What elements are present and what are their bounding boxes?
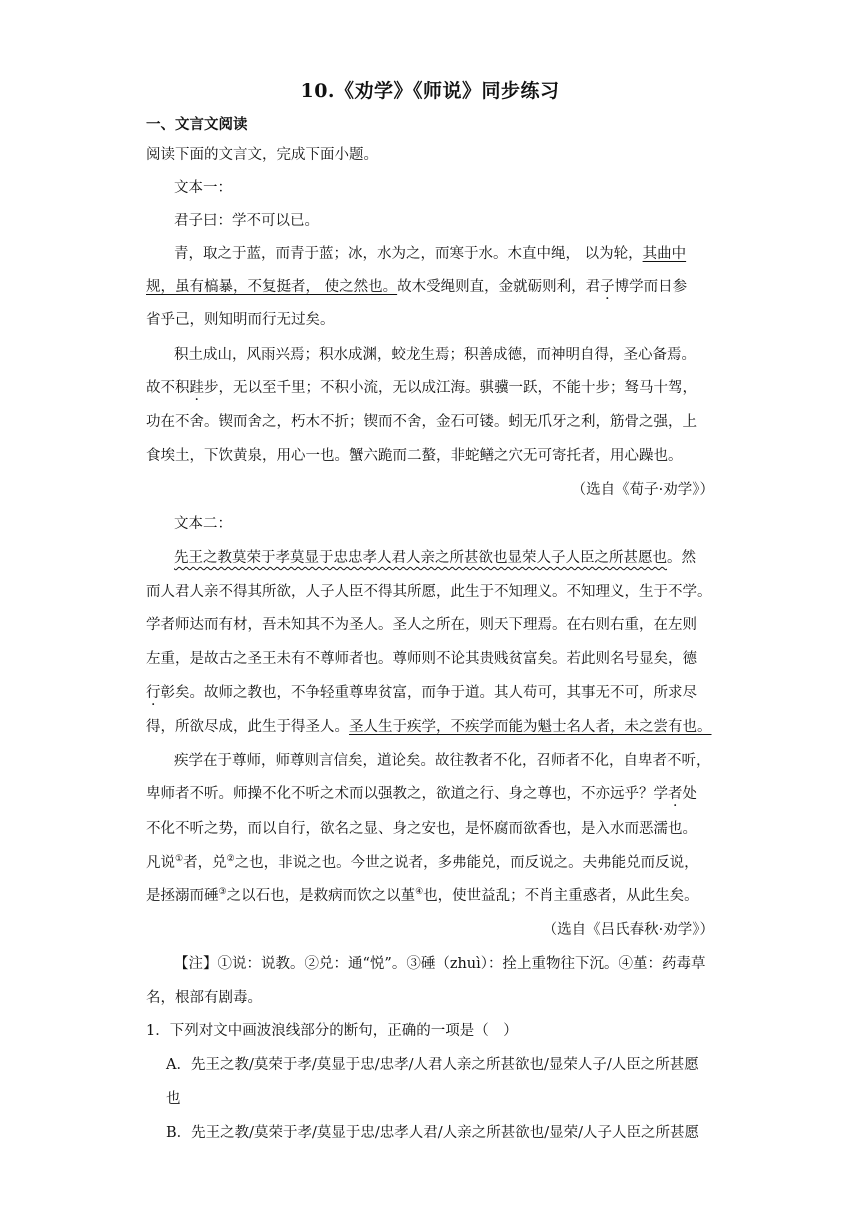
section-heading: 一、文言文阅读 (146, 116, 248, 133)
text2-p2-line5 (146, 884, 699, 905)
text2-p1-line3: 学者师达而有材，吾未知其不为圣人。圣人之所在，则天下理焉。在右则右重，在左则 (146, 617, 697, 633)
underlined-text: 其曲中 (642, 246, 687, 262)
text2-source: （选自《吕氏春秋·劝学》） (542, 922, 714, 938)
notes-line1: 【注】①说：说教。②兑：通“悦”。③硾（zhuì）：拴上重物往下沉。④堇：药毒草 (174, 956, 706, 972)
text1-paragraph1: 君子曰：学不可以已。 (174, 213, 319, 229)
footnote-mark: ③ (218, 887, 227, 898)
text-span: 得，所欲尽成，此生于得圣人。 (146, 719, 349, 735)
dotted-char: 子 (600, 279, 615, 295)
wavy-underlined-text: 先王之教莫荣于孝莫显于忠忠孝人君人亲之所甚欲也显荣人子人臣之所甚愿也 (174, 550, 667, 566)
text2-p2-line1: 疾学在于尊师，师尊则言信矣，道论矣。故往教者不化，召师者不化，自卑者不听， (174, 753, 711, 769)
text2-p2-line4 (146, 851, 699, 872)
text1-p3-line3: 功在不舍。锲而舍之，朽木不折；锲而不舍，金石可镂。蚓无爪牙之利，筋骨之强，上 (146, 414, 697, 430)
text2-p2-line3: 不化不听之势，而以自行，欲名之显、身之安也，是怀腐而欲香也，是入水而恶濡也。 (146, 821, 697, 837)
text1-p3-line1: 积土成山，风雨兴焉；积水成渊，蛟龙生焉；积善成德，而神明自得，圣心备焉。 (174, 347, 696, 363)
underlined-text: 圣人生于疾学，不疾学而能为魁士名人者，未之尝有也。 (349, 719, 712, 735)
text-span: 者，兑 (183, 855, 227, 871)
dotted-char: 行 (146, 685, 161, 701)
text1-source: （选自《荀子·劝学》） (571, 482, 714, 498)
text1-label: 文本一： (174, 180, 232, 196)
dotted-char: 者 (668, 786, 683, 802)
text1-p2-line1 (174, 242, 686, 263)
text2-label: 文本二： (174, 516, 232, 532)
text1-p2-line2 (146, 275, 687, 296)
text2-p1-line4: 左重，是故古之圣王未有不尊师者也。尊师则不论其贵贱贫富矣。若此则名号显矣，德 (146, 651, 697, 667)
text-span: 处 (682, 786, 697, 802)
instruction: 阅读下面的文言文，完成下面小题。 (146, 147, 378, 163)
text2-p1-line2: 而人君人亲不得其所欲，人子人臣不得其所愿，此生于不知理义。不知理义，生于不学。 (146, 584, 712, 600)
footnote-mark: ② (226, 854, 235, 865)
text-span: 故木受绳则直，金就砺则利，君 (397, 279, 601, 295)
text-span: 卑师者不听。师操不化不听之术而以强教之，欲道之行、身之尊也，不亦远乎？学 (146, 786, 668, 802)
text1-p3-line4: 食埃土，下饮黄泉，用心一也。蟹六跪而二螯，非蛇鳝之穴无可寄托者，用心躁也。 (146, 448, 683, 464)
option-b-line1: B．先王之教/莫荣于孝/莫显于忠/忠孝人君/人亲之所甚欲也/显荣/人子人臣之所甚愿 (166, 1125, 699, 1141)
text1-p2-line3: 省乎己，则知明而行无过矣。 (146, 312, 335, 328)
footnote-mark: ④ (415, 887, 424, 898)
text2-p1-line6 (146, 715, 712, 736)
dotted-char: 跬 (189, 380, 204, 396)
question-1: 1．下列对文中画波浪线部分的断句，正确的一项是（ ） (146, 1023, 518, 1039)
option-a-line2: 也 (166, 1091, 181, 1107)
text-span: 之以石也，是救病而饮之以堇 (226, 888, 416, 904)
text-span: 是拯溺而硾 (146, 888, 219, 904)
text-span: 博学而日参 (614, 279, 688, 295)
text-span: 故不积 (146, 380, 190, 396)
text-span: 也，使世益乱；不肖主重惑者，从此生矣。 (423, 888, 699, 904)
page-title: 10.《劝学》《师说》同步练习 (300, 80, 560, 102)
text-span: 青，取之于蓝，而青于蓝；冰，水为之，而寒于水。木直中绳， 以为轮， (174, 246, 643, 262)
option-a-line1: A．先王之教/莫荣于孝/莫显于忠/忠孝/人君人亲之所甚欲也/显荣人子/人臣之所甚愿 (166, 1057, 699, 1073)
text-span: 步，无以至千里；不积小流，无以成江海。骐骥一跃，不能十步；驽马十驾， (204, 380, 697, 396)
footnote-mark: ① (175, 854, 184, 865)
text-span: 之也，非说之也。今世之说者，多弗能兑，而反说之。夫弗能兑而反说， (234, 855, 699, 871)
text-span: 凡说 (146, 855, 175, 871)
text-span: 彰矣。故师之教也，不争轻重尊卑贫富，而争于道。其人苟可，其事无不可，所求尽 (160, 685, 697, 701)
text2-p2-line2 (146, 782, 697, 803)
notes-line2: 名，根部有剧毒。 (146, 990, 262, 1006)
text1-p3-line2 (146, 376, 697, 397)
text2-p1-line1 (174, 546, 696, 567)
underlined-text: 规，虽有槁暴，不复挺者， 使之然也。 (146, 279, 398, 295)
text2-p1-line5 (146, 681, 697, 702)
text-span: 。然 (667, 550, 696, 566)
